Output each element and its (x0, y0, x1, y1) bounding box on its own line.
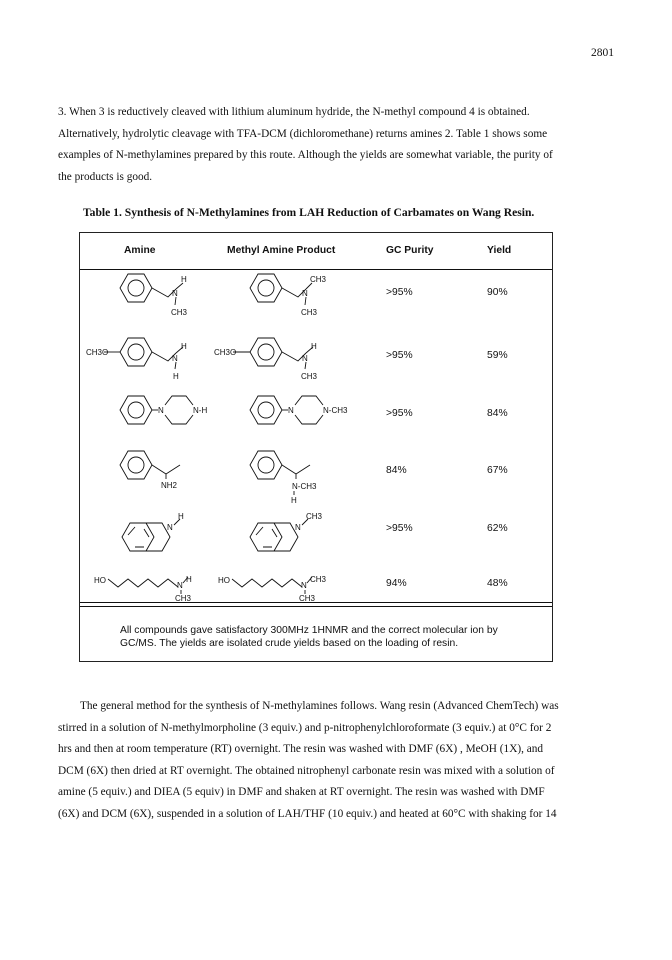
header-purity: GC Purity (386, 245, 434, 256)
page-number: 2801 (591, 47, 614, 59)
svg-text:CH3: CH3 (175, 594, 192, 601)
text-line: The general method for the synthesis of N-methylamines follows. Wang resin (Advanced ChemTech) was (80, 700, 559, 712)
text-line: amine (5 equiv.) and DIEA (5 equiv) in DMF and shaken at RT overnight. The resin was washed with DMF (58, 786, 545, 798)
svg-text:H: H (186, 575, 192, 584)
text-line: Alternatively, hydrolytic cleavage with TFA-DCM (dichloromethane) returns amines 2. Table 1 shows some (58, 127, 548, 140)
svg-text:N: N (172, 289, 178, 298)
svg-text:CH3: CH3 (306, 512, 323, 521)
svg-text:CH3: CH3 (301, 308, 318, 317)
header-amine: Amine (124, 245, 156, 256)
structure-product-2 (214, 338, 318, 381)
yield-cell: 62% (487, 523, 508, 534)
svg-text:H: H (173, 372, 179, 381)
svg-text:N: N (158, 406, 164, 415)
yield-cell: 67% (487, 465, 508, 476)
svg-text:N: N (302, 354, 308, 363)
structure-product-3 (250, 396, 348, 424)
svg-text:N-H: N-H (193, 406, 208, 415)
purity-cell: >95% (386, 523, 413, 534)
svg-text:H: H (181, 342, 187, 351)
svg-text:N: N (301, 581, 307, 590)
purity-cell: 94% (386, 578, 407, 589)
svg-text:N: N (177, 581, 183, 590)
purity-cell: 84% (386, 465, 407, 476)
structure-product-1 (250, 274, 327, 317)
svg-text:N-CH3: N-CH3 (323, 406, 348, 415)
svg-text:CH3: CH3 (299, 594, 316, 601)
svg-text:CH3: CH3 (310, 575, 327, 584)
structure-amine-5 (122, 512, 184, 551)
header-product: Methyl Amine Product (227, 245, 336, 256)
header-yield: Yield (487, 245, 512, 256)
purity-cell: >95% (386, 408, 413, 419)
svg-text:CH3O: CH3O (214, 348, 237, 357)
svg-text:N: N (295, 523, 301, 532)
structure-product-5 (250, 512, 323, 551)
svg-text:N: N (302, 289, 308, 298)
structure-product-4 (250, 451, 317, 505)
svg-text:N-CH3: N-CH3 (292, 482, 317, 491)
svg-text:CH3: CH3 (171, 308, 188, 317)
structure-amine-1 (120, 274, 188, 317)
structures-drawing (80, 233, 380, 601)
svg-text:HO: HO (94, 576, 106, 585)
structure-amine-4 (120, 451, 180, 490)
text-line: examples of N-methylamines prepared by this route. Although the yields are somewhat variable, the purity of (58, 149, 553, 161)
svg-text:H: H (291, 496, 297, 505)
svg-text:HO: HO (218, 576, 230, 585)
purity-cell: >95% (386, 350, 413, 361)
svg-text:N: N (167, 523, 173, 532)
structure-amine-2 (86, 338, 187, 381)
text-line: 3. When 3 is reductively cleaved with lithium aluminum hydride, the N-methyl compound 4 is obtained. (58, 106, 530, 118)
table-caption: Table 1. Synthesis of N-Methylamines from LAH Reduction of Carbamates on Wang Resin. (83, 206, 535, 219)
yield-cell: 90% (487, 287, 508, 298)
text-line: the products is good. (58, 170, 153, 183)
structure-product-6 (218, 575, 327, 601)
text-line: stirred in a solution of N-methylmorpholine (3 equiv.) and p-nitrophenylchloroformate (3 equiv.) at 0°C for 2 (58, 721, 552, 734)
svg-text:N: N (172, 354, 178, 363)
table-footnote: All compounds gave satisfactory 300MHz 1HNMR and the correct molecular ion by GC/MS. The yields are isolated crude yields based on the loading of resin. (120, 625, 498, 649)
yield-cell: 84% (487, 408, 508, 419)
svg-text:CH3O: CH3O (86, 348, 109, 357)
text-line: DCM (6X) then dried at RT overnight. The obtained nitrophenyl carbonate resin was mixed with a solution of (58, 764, 555, 777)
svg-text:CH3: CH3 (301, 372, 318, 381)
svg-text:N: N (288, 406, 294, 415)
structure-amine-6 (94, 575, 192, 601)
method-paragraph (58, 696, 618, 825)
structure-amine-3 (120, 396, 207, 424)
footnote-rule (80, 602, 552, 603)
purity-cell: >95% (386, 287, 413, 298)
svg-text:H: H (311, 342, 317, 351)
text-line: hrs and then at room temperature (RT) overnight. The resin was washed with DMF (6X) , MeOH (1X), and (58, 743, 544, 755)
text-line: (6X) and DCM (6X), suspended in a solution of LAH/THF (10 equiv.) and heated at 60°C with shaking for 14 (58, 807, 557, 820)
svg-text:H: H (181, 275, 187, 284)
yield-cell: 59% (487, 350, 508, 361)
results-table (79, 232, 553, 662)
footnote-rule (80, 606, 552, 607)
svg-text:H: H (178, 512, 184, 521)
svg-text:NH2: NH2 (161, 481, 178, 490)
yield-cell: 48% (487, 578, 508, 589)
intro-paragraph (58, 102, 618, 188)
svg-text:CH3: CH3 (310, 275, 327, 284)
